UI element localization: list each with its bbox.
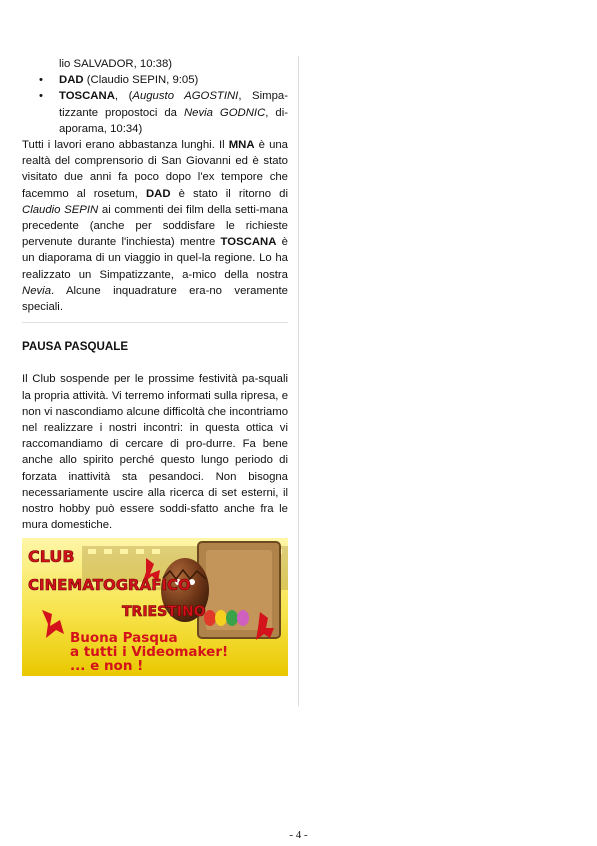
banner-triestino: TRIESTINO [122,604,206,620]
text-run: ai commenti dei film della setti-mana precedente (anche per soddisfare le richieste pervenute durante l'inchiesta) mentre [22,203,288,249]
bold-run: TOSCANA [220,236,277,249]
item-text: (Claudio SEPIN, 9:05) [83,74,199,87]
banner-graphic [22,538,288,676]
section-heading: PAUSA PASQUALE [22,340,129,354]
italic-run: Claudio SEPIN [22,203,99,216]
list-item-toscana [22,88,288,137]
item-text: , ( [114,90,133,103]
greeting-line-3: ... e non ! [70,658,144,674]
article-column [22,56,288,533]
section-divider [22,322,288,323]
item-author: Augusto AGOSTINI [132,90,239,103]
item-title: DAD [59,74,84,87]
text-run: è stato il ritorno di [170,187,289,200]
text-run: è una realtà del comprensorio di San Giovanni ed è stato visitato due anni fa poco dopo l'ex tempore che facemmo al rosetum, [22,139,288,200]
summary-paragraph [22,137,288,315]
bullet-icon: • [39,90,43,103]
item-text: , di-aporama, 10:34) [59,106,288,135]
bold-run: DAD [145,187,171,200]
italic-run: Nevia [22,284,52,297]
bold-run: MNA [228,139,255,152]
banner-club: CLUB [28,547,75,566]
text-run: . Alcune inquadrature era-no veramente speciali. [22,284,288,314]
colored-egg [237,610,249,626]
easter-banner-image [22,538,288,676]
section-body: Il Club sospende per le prossime festività pa-squali la propria attività. Vi terremo informati sulla ripresa, e non vi nascondiamo alcune difficoltà che incontriamo nel realizzare i nostri incontri: in questa ottica vi raccomandiamo di cercare di pro-durre. Fa bene anche allo spirito perché questo lungo periodo di forzata inattività sta pesandoci. Non bisogna necessariamente uscire alla ricerca di set esterni, il nostro hobby può essere soddi-sfatto anche fra le mura domestiche. [22,373,288,532]
colored-egg [226,610,238,626]
item-title: TOSCANA [59,90,115,103]
page-number: - 4 - [289,829,308,841]
item-text: , Simpa-tizzante propostoci da [59,90,288,119]
banner-cinematografico: CINEMATOGRAFICO [28,576,191,594]
text-run: è un diaporama di un viaggio in quel-la regione. Lo ha realizzato un Simpatizzante, a-mico della nostra [22,236,288,281]
greeting-line-2: a tutti i Videomaker! [70,644,229,660]
column-divider [298,56,299,706]
colored-egg [215,610,227,626]
bullet-icon: • [39,74,43,87]
colored-egg [204,610,216,626]
text-run: Tutti i lavori erano abbastanza lunghi. Il [22,139,229,152]
list-continuation: lio SALVADOR, 10:38) [59,58,173,70]
greeting-line-1: Buona Pasqua [70,630,178,646]
item-proposer: Nevia GODNIC [183,106,266,119]
list-item-dad [22,72,288,88]
